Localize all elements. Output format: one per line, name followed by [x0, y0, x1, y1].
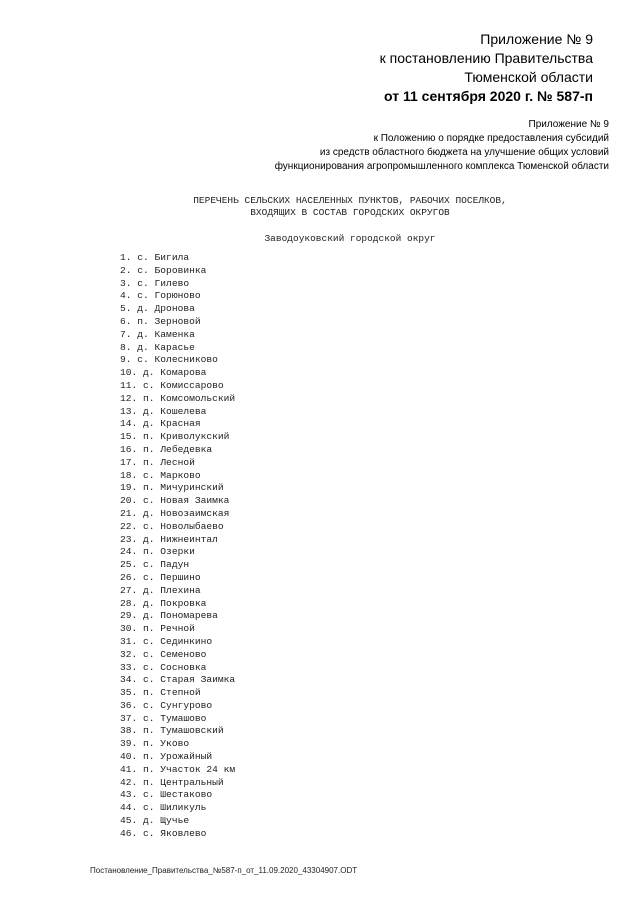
settlement-item: 39. п. Уково [120, 738, 190, 750]
settlement-item: 13. д. Кошелева [120, 405, 207, 417]
settlement-item: 46. с. Яковлево [120, 827, 207, 839]
settlement-item: 17. п. Лесной [120, 456, 195, 468]
settlement-item: 38. п. Тумашовский [120, 725, 224, 737]
document-title-line-1: ПЕРЕЧЕНЬ СЕЛЬСКИХ НАСЕЛЕННЫХ ПУНКТОВ, РАБОЧИХ ПОСЕЛКОВ, [193, 195, 507, 206]
settlement-item: 4. с. Горюново [120, 290, 201, 302]
settlement-item: 20. с. Новая Заимка [120, 495, 230, 507]
settlement-item: 8. д. Карасье [120, 341, 195, 353]
appendix-header [380, 30, 593, 106]
settlement-item: 33. с. Сосновка [120, 661, 207, 673]
settlement-item: 6. п. Зерновой [120, 315, 201, 327]
appendix-resolution-ref: к постановлению Правительства [379, 50, 593, 66]
settlement-item: 32. с. Семеново [120, 648, 207, 660]
settlement-item: 42. п. Центральный [120, 776, 224, 788]
settlement-item: 30. п. Речной [120, 623, 195, 635]
settlement-item: 37. с. Тумашово [120, 712, 207, 724]
settlement-item: 41. п. Участок 24 км [120, 763, 236, 775]
settlement-item: 16. п. Лебедевка [120, 443, 213, 455]
settlement-item: 26. с. Першино [120, 571, 201, 583]
settlement-item: 12. п. Комсомольский [120, 392, 236, 404]
document-title-line-2: ВХОДЯЩИХ В СОСТАВ ГОРОДСКИХ ОКРУГОВ [250, 207, 450, 218]
appendix-region: Тюменской области [464, 69, 593, 85]
settlement-item: 11. с. Комиссарово [120, 379, 224, 391]
settlement-item: 5. д. Дронова [120, 303, 195, 315]
settlement-item: 19. п. Мичуринский [120, 482, 224, 494]
settlement-item: 22. с. Новолыбаево [120, 520, 224, 532]
settlement-list [120, 252, 235, 841]
settlement-item: 28. д. Покровка [120, 597, 207, 609]
settlement-item: 36. с. Сунгурово [120, 699, 213, 711]
settlement-item: 7. д. Каменка [120, 328, 195, 340]
settlement-item: 1. с. Бигила [120, 252, 190, 263]
settlement-item: 2. с. Боровинка [120, 264, 207, 276]
settlement-item: 21. д. Новозаимская [120, 507, 230, 519]
settlement-item: 40. п. Урожайный [120, 751, 213, 763]
settlement-item: 18. с. Марково [120, 469, 201, 481]
settlement-item: 25. с. Падун [120, 559, 190, 571]
settlement-item: 10. д. Комарова [120, 367, 207, 379]
settlement-item: 44. с. Шиликуль [120, 802, 207, 814]
regulation-ref-line-3: функционирования агропромышленного комплекса Тюменской области [274, 161, 609, 172]
settlement-item: 29. д. Пономарева [120, 610, 218, 622]
regulation-ref-line-1: к Положению о порядке предоставления субсидий [373, 133, 609, 144]
regulation-ref-line-2: из средств областного бюджета на улучшение общих условий [319, 147, 609, 158]
settlement-item: 31. с. Сединкино [120, 635, 213, 647]
file-footer: Постановление_Правительства_№587-п_от_11.09.2020_43304907.ODT [90, 866, 358, 875]
regulation-header [275, 118, 609, 174]
settlement-item: 15. п. Криволукский [120, 431, 230, 443]
settlement-item: 24. п. Озерки [120, 546, 195, 558]
appendix-number: Приложение № 9 [480, 31, 593, 47]
regulation-appendix-number: Приложение № 9 [528, 119, 609, 130]
document-title [0, 195, 640, 219]
district-heading: Заводоуковский городской округ [264, 233, 436, 244]
settlement-item: 9. с. Колесниково [120, 354, 218, 366]
settlement-item: 23. д. Нижнеинтал [120, 533, 218, 545]
settlement-item: 43. с. Шестаково [120, 789, 213, 801]
settlement-item: 35. п. Степной [120, 687, 201, 699]
settlement-item: 14. д. Красная [120, 418, 201, 430]
appendix-date-line: от 11 сентября 2020 г. № 587-п [384, 88, 593, 104]
settlement-item: 27. д. Плехина [120, 584, 201, 596]
settlement-item: 3. с. Гилево [120, 277, 190, 289]
settlement-item: 34. с. Старая Заимка [120, 674, 236, 686]
settlement-item: 45. д. Щучье [120, 815, 190, 827]
